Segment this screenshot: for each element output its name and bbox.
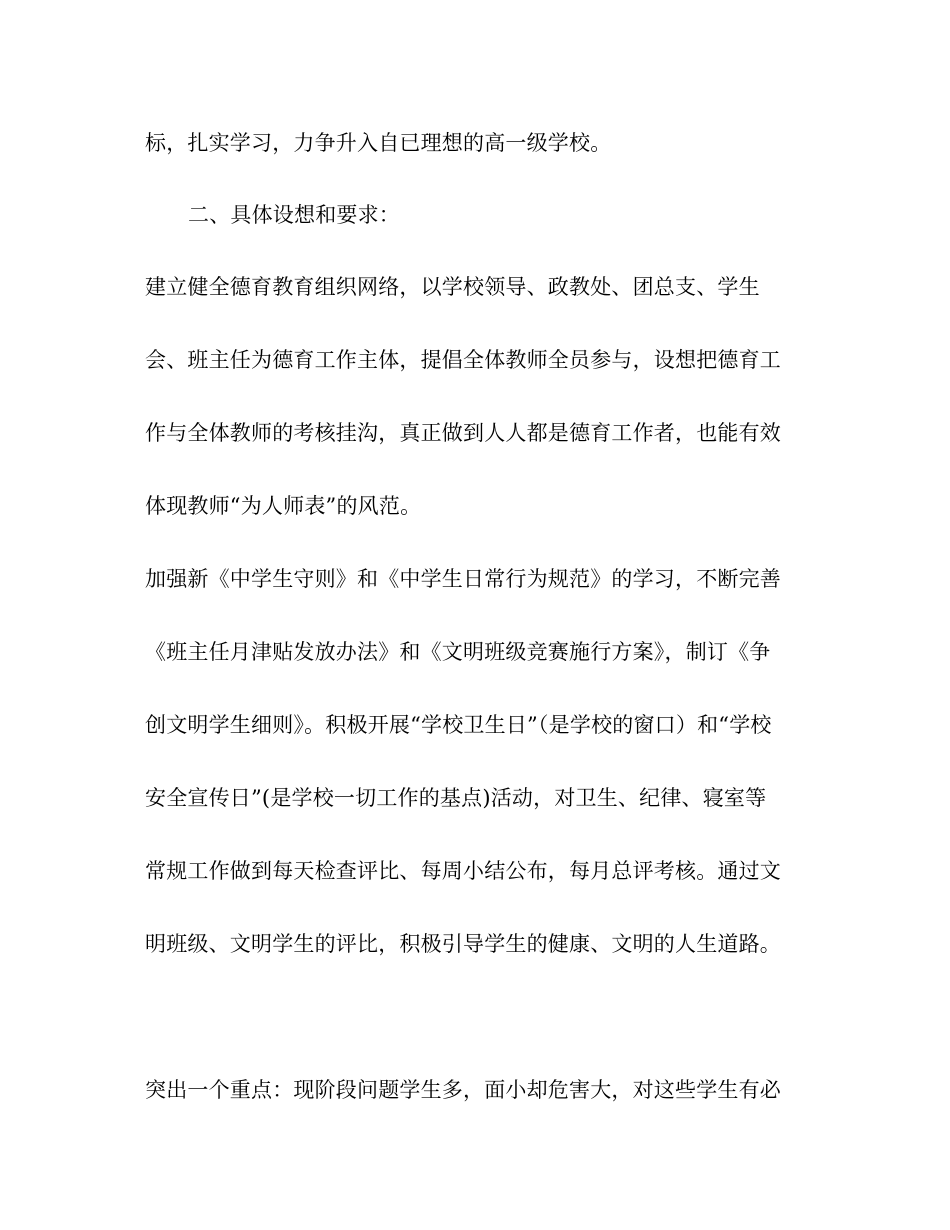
section-heading: 二、具体设想和要求：: [188, 203, 400, 227]
text-line-4: 会、班主任为德育工作主体，提倡全体教师全员参与，设想把德育工: [145, 348, 781, 372]
text-line-7: 加强新《中学生守则》和《中学生日常行为规范》的学习，不断完善: [145, 567, 781, 591]
text-line-11: 常规工作做到每天检查评比、每周小结公布，每月总评考核。通过文: [145, 859, 781, 883]
text-line-6: 体现教师“为人师表”的风范。: [145, 494, 422, 518]
text-line-13: 突出一个重点：现阶段问题学生多，面小却危害大，对这些学生有必: [145, 1078, 781, 1102]
text-line-5: 作与全体教师的考核挂沟，真正做到人人都是德育工作者，也能有效: [145, 421, 781, 445]
text-line-9: 创文明学生细则》。积极开展“学校卫生日”（是学校的窗口）和“学校: [145, 713, 772, 737]
text-line-8: 《班主任月津贴发放办法》和《文明班级竞赛施行方案》，制订《争: [145, 640, 771, 664]
text-line-1: 标，扎实学习，力争升入自已理想的高一级学校。: [145, 131, 612, 155]
text-line-12: 明班级、文明学生的评比，积极引导学生的健康、文明的人生道路。: [145, 932, 781, 956]
text-line-10: 安全宣传日”(是学校一切工作的基点)活动，对卫生、纪律、寝室等: [145, 786, 767, 810]
text-line-3: 建立健全德育教育组织网络，以学校领导、政教处、团总支、学生: [145, 275, 760, 299]
